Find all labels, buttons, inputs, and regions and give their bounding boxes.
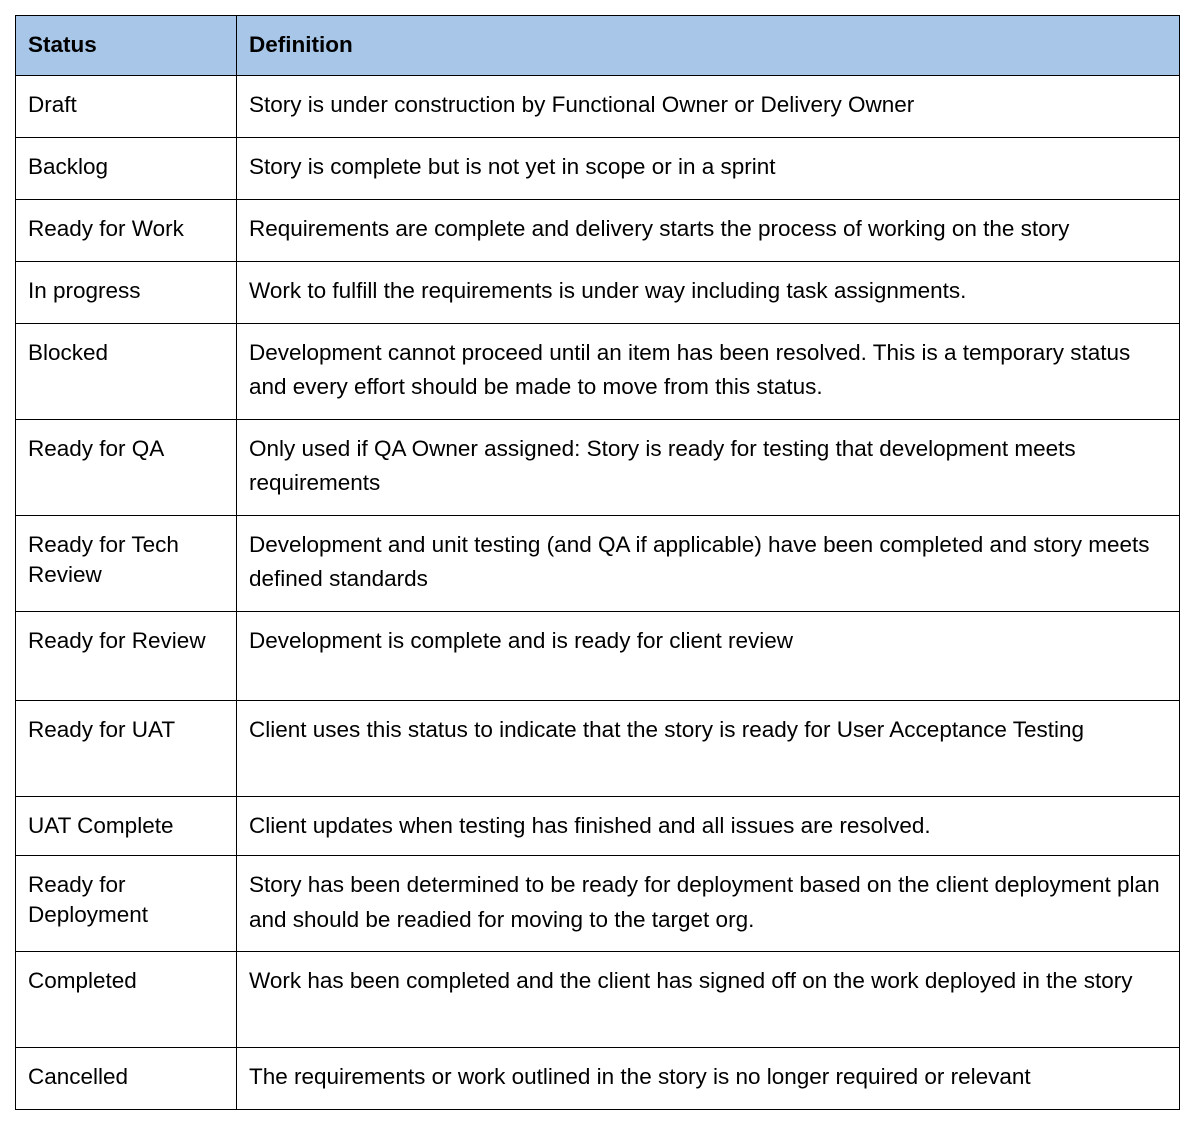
definition-cell: Work has been completed and the client has signed off on the work deployed in the story bbox=[237, 952, 1180, 1048]
status-cell: Ready for UAT bbox=[16, 700, 237, 796]
definition-cell: Development is complete and is ready for client review bbox=[237, 611, 1180, 700]
column-header-definition: Definition bbox=[237, 16, 1180, 76]
definition-cell: The requirements or work outlined in the story is no longer required or relevant bbox=[237, 1048, 1180, 1110]
status-cell: Backlog bbox=[16, 137, 237, 199]
definition-cell: Development and unit testing (and QA if applicable) have been completed and story meets defined standards bbox=[237, 515, 1180, 611]
definition-cell: Development cannot proceed until an item has been resolved. This is a temporary status and every effort should be made to move from this status. bbox=[237, 323, 1180, 419]
table-row bbox=[16, 515, 1180, 611]
status-cell: In progress bbox=[16, 261, 237, 323]
status-cell: Ready for Work bbox=[16, 199, 237, 261]
table-row bbox=[16, 700, 1180, 796]
status-cell: Blocked bbox=[16, 323, 237, 419]
definition-cell: Client uses this status to indicate that the story is ready for User Acceptance Testing bbox=[237, 700, 1180, 796]
definition-cell: Story has been determined to be ready for deployment based on the client deployment plan and should be readied for moving to the target org. bbox=[237, 856, 1180, 952]
status-cell: Ready for QA bbox=[16, 419, 237, 515]
table-header-row bbox=[16, 16, 1180, 76]
definition-cell: Work to fulfill the requirements is under way including task assignments. bbox=[237, 261, 1180, 323]
table-row bbox=[16, 419, 1180, 515]
definition-cell: Client updates when testing has finished and all issues are resolved. bbox=[237, 796, 1180, 856]
table-row bbox=[16, 261, 1180, 323]
table-row bbox=[16, 323, 1180, 419]
status-cell: Ready for Review bbox=[16, 611, 237, 700]
definition-cell: Story is complete but is not yet in scope or in a sprint bbox=[237, 137, 1180, 199]
column-header-status: Status bbox=[16, 16, 237, 76]
status-definition-table bbox=[15, 15, 1180, 1110]
status-cell: Draft bbox=[16, 75, 237, 137]
table-row bbox=[16, 952, 1180, 1048]
status-cell: Completed bbox=[16, 952, 237, 1048]
status-cell: Ready for Deployment bbox=[16, 856, 237, 952]
table-row bbox=[16, 611, 1180, 700]
table-row bbox=[16, 137, 1180, 199]
table-row bbox=[16, 856, 1180, 952]
table-row bbox=[16, 1048, 1180, 1110]
table-row bbox=[16, 75, 1180, 137]
status-cell: Ready for Tech Review bbox=[16, 515, 237, 611]
definition-cell: Only used if QA Owner assigned: Story is ready for testing that development meets requirements bbox=[237, 419, 1180, 515]
definition-cell: Requirements are complete and delivery starts the process of working on the story bbox=[237, 199, 1180, 261]
table-row bbox=[16, 796, 1180, 856]
status-cell: Cancelled bbox=[16, 1048, 237, 1110]
status-cell: UAT Complete bbox=[16, 796, 237, 856]
definition-cell: Story is under construction by Functional Owner or Delivery Owner bbox=[237, 75, 1180, 137]
table-row bbox=[16, 199, 1180, 261]
